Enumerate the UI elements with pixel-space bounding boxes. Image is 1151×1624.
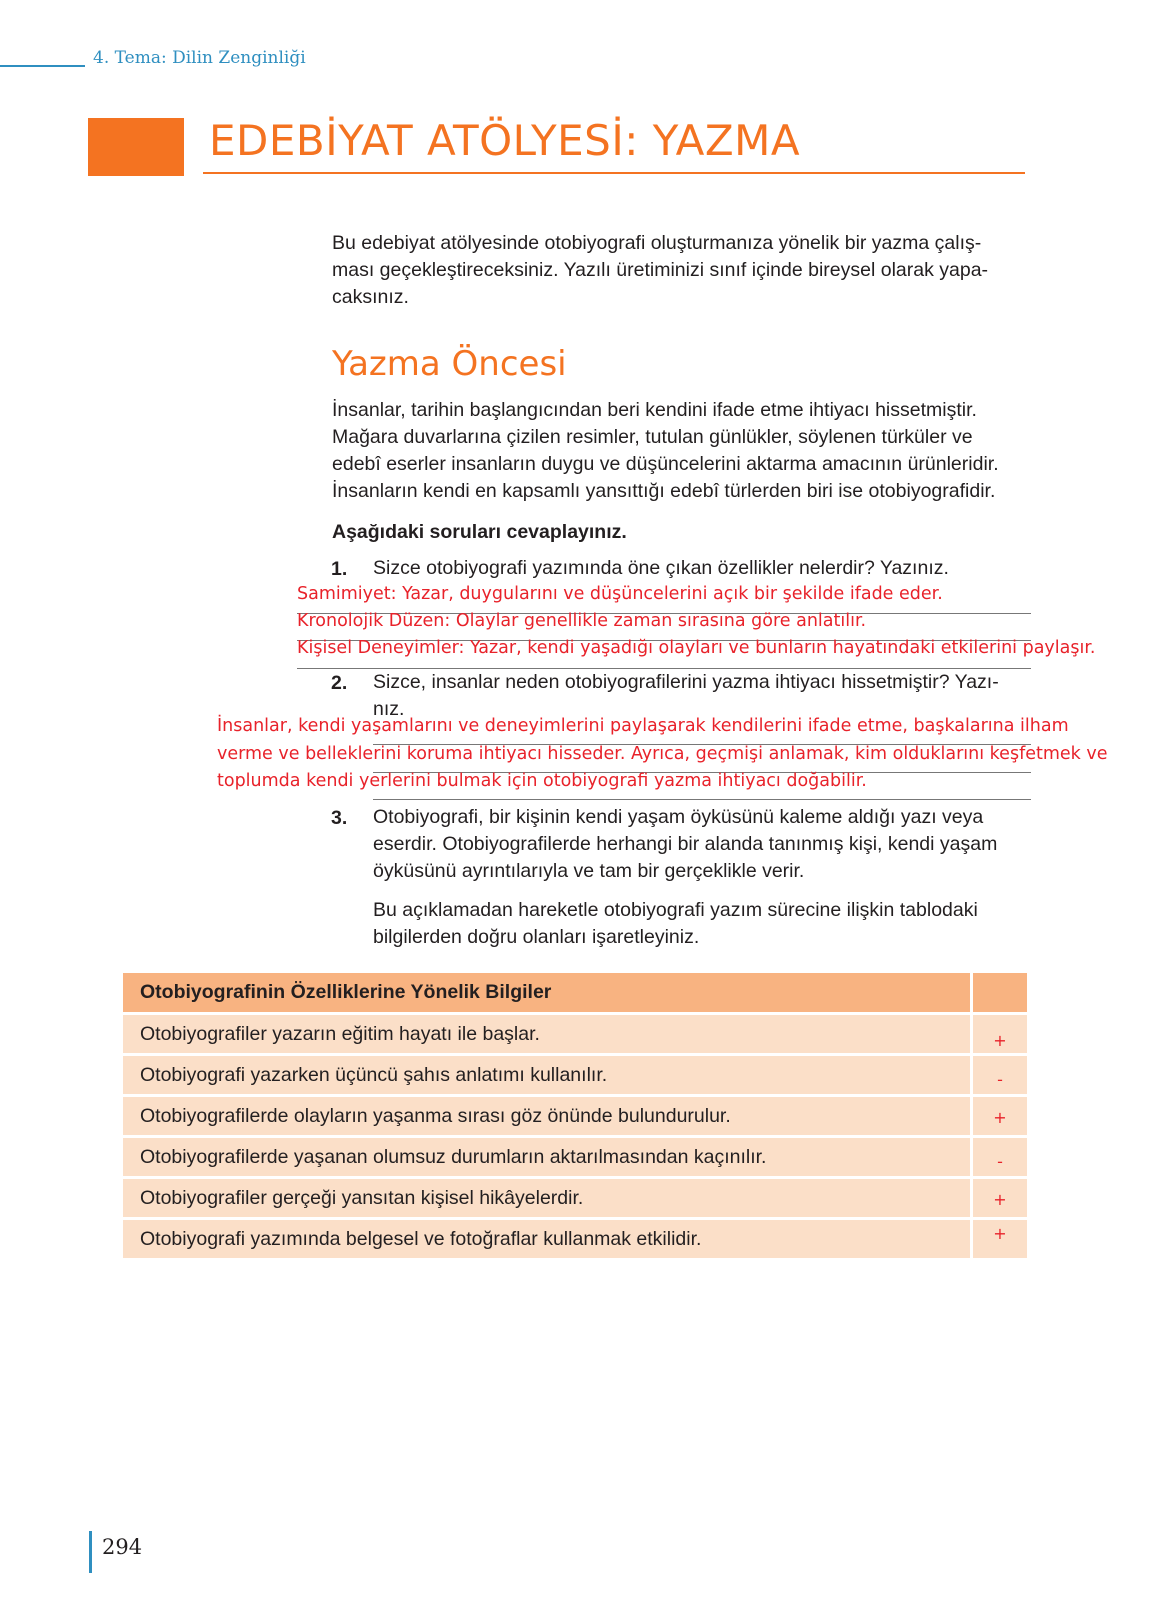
question-line: Otobiyografi, bir kişinin kendi yaşam öyküsünü kaleme aldığı yazı veya xyxy=(373,806,984,828)
answer-line xyxy=(373,799,1031,800)
page-number-bar xyxy=(89,1531,92,1573)
handwritten-answer: Samimiyet: Yazar, duygularını ve düşüncelerini açık bir şekilde ifade eder. xyxy=(297,584,943,604)
question-number: 3. xyxy=(331,807,348,829)
question-line: Bu açıklamadan hareketle otobiyografi yazım sürecine ilişkin tablodaki xyxy=(373,899,978,921)
check-mark[interactable]: - xyxy=(997,1152,1003,1171)
question-number: 1. xyxy=(331,558,348,580)
table-row xyxy=(123,1179,1027,1220)
handwritten-answer: verme ve belleklerini koruma ihtiyacı hisseder. Ayrıca, geçmişi anlamak, kim olduklarını keşfetmek ve xyxy=(217,744,1108,764)
title-rule xyxy=(203,172,1025,174)
question-line: bilgilerden doğru olanları işaretleyiniz. xyxy=(373,926,700,948)
check-mark[interactable]: + xyxy=(993,1224,1007,1243)
intro-line: Bu edebiyat atölyesinde otobiyografi oluşturmanıza yönelik bir yazma çalış- xyxy=(332,232,982,254)
features-table xyxy=(123,973,1027,1261)
question-text xyxy=(373,804,1039,885)
question-number: 2. xyxy=(331,672,348,694)
table-cell-text: Otobiyografilerde olayların yaşanma sırası göz önünde bulundurulur. xyxy=(140,1104,731,1127)
title-color-block xyxy=(88,118,184,176)
check-mark[interactable]: + xyxy=(993,1031,1007,1050)
theme-label: 4. Tema: Dilin Zenginliği xyxy=(93,48,306,68)
handwritten-answer: Kişisel Deneyimler: Yazar, kendi yaşadığı olayları ve bunların hayatındaki etkilerini paylaşır. xyxy=(297,638,1096,658)
table-row xyxy=(123,1138,1027,1179)
check-mark[interactable]: + xyxy=(993,1190,1007,1209)
table-row xyxy=(123,1097,1027,1138)
column-divider xyxy=(970,973,973,1012)
question-line: nız. xyxy=(373,698,405,720)
table-row xyxy=(123,1220,1027,1261)
check-mark[interactable]: - xyxy=(997,1070,1003,1089)
question-followup xyxy=(373,897,1039,951)
question-line: öyküsünü ayrıntılarıyla ve tam bir gerçeklikle verir. xyxy=(373,860,805,882)
body-line: İnsanların kendi en kapsamlı yansıttığı edebî türlerden biri ise otobiyografidir. xyxy=(332,480,996,502)
instruction: Aşağıdaki soruları cevaplayınız. xyxy=(332,521,627,543)
section-heading: Yazma Öncesi xyxy=(332,344,567,384)
question-line: Sizce, insanlar neden otobiyografilerini yazma ihtiyacı hissetmiştir? Yazı- xyxy=(373,671,999,693)
handwritten-answer: İnsanlar, kendi yaşamlarını ve deneyimlerini paylaşarak kendilerini ifade etme, başkalarına ilham xyxy=(217,716,1069,736)
page-number: 294 xyxy=(102,1535,143,1559)
question-text xyxy=(373,669,1039,723)
table-cell-text: Otobiyografilerde yaşanan olumsuz durumların aktarılmasından kaçınılır. xyxy=(140,1145,767,1168)
body-paragraph xyxy=(332,397,1038,505)
check-mark[interactable]: + xyxy=(993,1108,1007,1127)
table-cell-text: Otobiyografiler gerçeği yansıtan kişisel hikâyelerdir. xyxy=(140,1186,584,1209)
table-header-row xyxy=(123,973,1027,1015)
header-rule xyxy=(0,65,85,67)
body-line: Mağara duvarlarına çizilen resimler, tutulan günlükler, söylenen türküler ve xyxy=(332,426,973,448)
table-row xyxy=(123,1015,1027,1056)
table-cell-text: Otobiyografiler yazarın eğitim hayatı ile başlar. xyxy=(140,1022,540,1045)
intro-paragraph xyxy=(332,230,1038,311)
handwritten-answer: Kronolojik Düzen: Olaylar genellikle zaman sırasına göre anlatılır. xyxy=(297,611,867,631)
question-line: eserdir. Otobiyografilerde herhangi bir alanda tanınmış kişi, kendi yaşam xyxy=(373,833,998,855)
intro-line: ması geçekleştireceksiniz. Yazılı üretiminizi sınıf içinde bireysel olarak yapa- xyxy=(332,259,989,281)
table-cell-text: Otobiyografi yazımında belgesel ve fotoğraflar kullanmak etkilidir. xyxy=(140,1227,702,1250)
question-text: Sizce otobiyografi yazımında öne çıkan özellikler nelerdir? Yazınız. xyxy=(373,557,949,579)
table-header-cell: Otobiyografinin Özelliklerine Yönelik Bilgiler xyxy=(140,981,552,1003)
page-title: EDEBİYAT ATÖLYESİ: YAZMA xyxy=(209,116,801,165)
table-row xyxy=(123,1056,1027,1097)
table-cell-text: Otobiyografi yazarken üçüncü şahıs anlatımı kullanılır. xyxy=(140,1063,608,1086)
body-line: İnsanlar, tarihin başlangıcından beri kendini ifade etme ihtiyacı hissetmiştir. xyxy=(332,399,977,421)
handwritten-answer: toplumda kendi yerlerini bulmak için otobiyografi yazma ihtiyacı doğabilir. xyxy=(217,771,867,791)
body-line: edebî eserler insanların duygu ve düşüncelerini aktarma amacının ürünleridir. xyxy=(332,453,999,475)
intro-line: caksınız. xyxy=(332,286,409,308)
